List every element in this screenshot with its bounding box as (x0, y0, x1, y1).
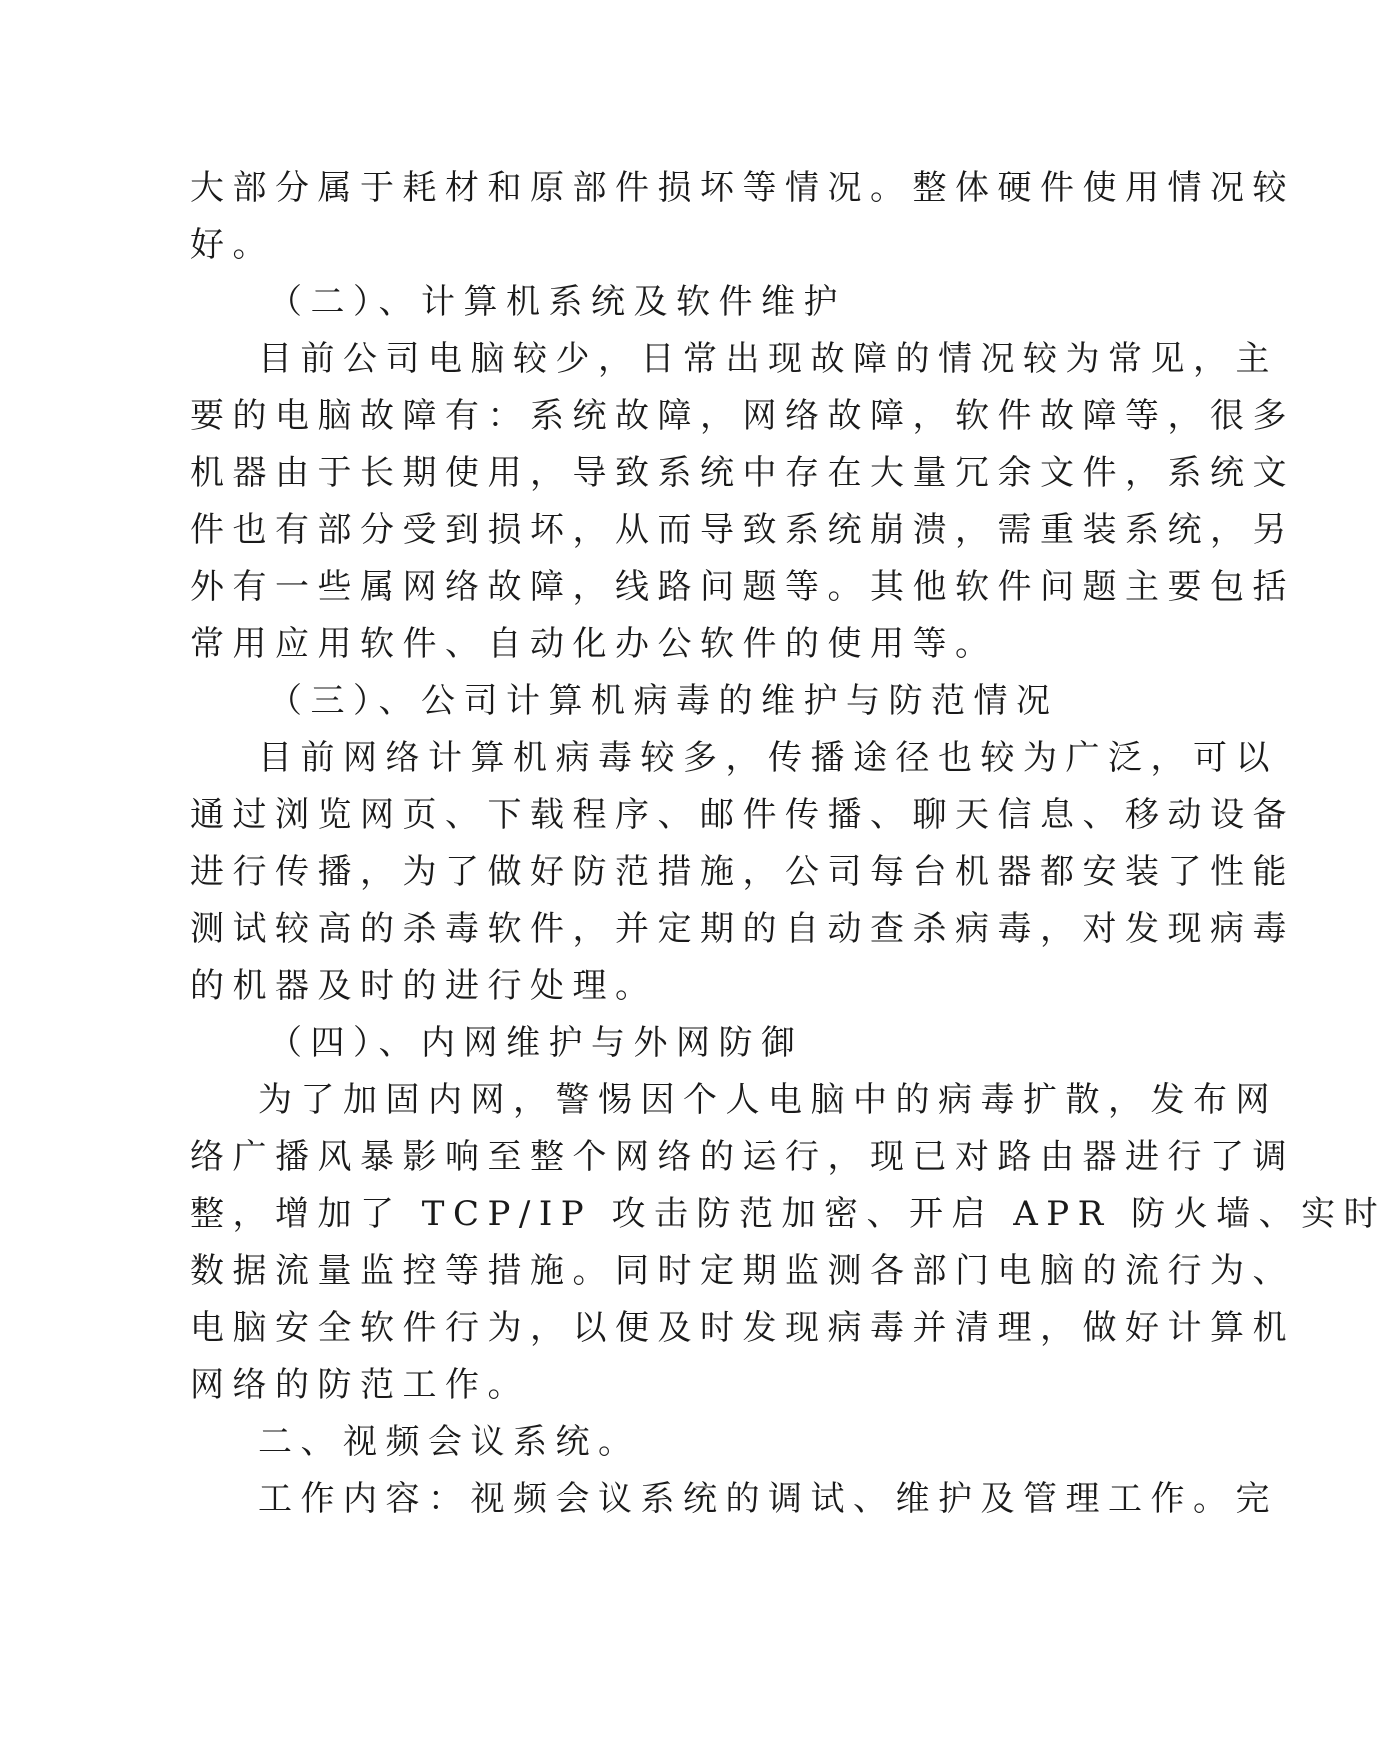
paragraph-line: 要的电脑故障有：系统故障，网络故障，软件故障等，很多 (190, 396, 1295, 436)
paragraph-line: 机器由于长期使用，导致系统中存在大量冗余文件，系统文 (190, 453, 1295, 493)
paragraph-line: 测试较高的杀毒软件，并定期的自动查杀病毒，对发现病毒 (190, 909, 1295, 949)
section-heading: （三）、公司计算机病毒的维护与防范情况 (268, 681, 1059, 721)
paragraph-line: 外有一些属网络故障，线路问题等。其他软件问题主要包括 (190, 567, 1295, 607)
paragraph-line: 进行传播，为了做好防范措施，公司每台机器都安装了性能 (190, 852, 1295, 892)
paragraph-line: 常用应用软件、自动化办公软件的使用等。 (190, 624, 998, 664)
paragraph-line: 工作内容：视频会议系统的调试、维护及管理工作。完 (258, 1479, 1278, 1519)
paragraph-line: 整，增加了 TCP/IP 攻击防范加密、开启 APR 防火墙、实时 (190, 1194, 1386, 1234)
paragraph-line: 好。 (190, 225, 275, 265)
paragraph-line: 络广播风暴影响至整个网络的运行，现已对路由器进行了调 (190, 1137, 1295, 1177)
paragraph-line: 大部分属于耗材和原部件损坏等情况。整体硬件使用情况较 (190, 168, 1295, 208)
paragraph-line: 数据流量监控等措施。同时定期监测各部门电脑的流行为、 (190, 1251, 1295, 1291)
section-heading: （二）、计算机系统及软件维护 (268, 282, 846, 322)
paragraph-line: 电脑安全软件行为，以便及时发现病毒并清理，做好计算机 (190, 1308, 1295, 1348)
paragraph-line: 的机器及时的进行处理。 (190, 966, 658, 1006)
paragraph-line: 目前公司电脑较少，日常出现故障的情况较为常见，主 (258, 339, 1278, 379)
paragraph-line: 为了加固内网，警惕因个人电脑中的病毒扩散，发布网 (258, 1080, 1278, 1120)
paragraph-line: 网络的防范工作。 (190, 1365, 530, 1405)
paragraph-line: 件也有部分受到损坏，从而导致系统崩溃，需重装系统，另 (190, 510, 1295, 550)
paragraph-line: 通过浏览网页、下载程序、邮件传播、聊天信息、移动设备 (190, 795, 1295, 835)
section-heading: （四）、内网维护与外网防御 (268, 1023, 804, 1063)
section-heading: 二、视频会议系统。 (258, 1422, 641, 1462)
paragraph-line: 目前网络计算机病毒较多，传播途径也较为广泛，可以 (258, 738, 1278, 778)
